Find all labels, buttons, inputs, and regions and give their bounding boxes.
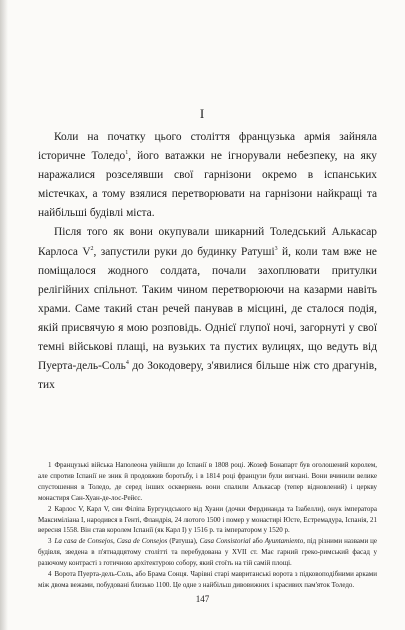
paragraph: Коли на початку цього століття французька армія зайняла історичне Толедо$^1$, його ватажки не ігнорували небезпеку, на яку наражалися розселявши свої гарнізони окремо в іспанських містечках, а тому взялися перетворювати на гарнізони найкращі та найбільші будівлі міста. [38,131,377,220]
footnote: 3 La casa de Consejos, Casa de Consejos (Ратуша), Casa Consistorial або Ayuntamiento, під різними назвами це будівля, зведена в п'ятнадцятому столітті та перебудована у XVII ст. Має гарний греко-римський фасад у разючому контрасті з готичною архітектурою собору, який стоїть на тій самій площі. [38,537,378,568]
italic-text: Ayuntamiento [264,537,304,546]
footnote-marker: 3 [274,245,278,252]
italic-text: Casa de Consejos [116,537,168,546]
footnote-marker: 1 [125,150,129,157]
page-number: 147 [195,594,210,604]
italic-text: La casa de Consejos [54,537,113,546]
page-gutter-shadow [0,0,8,630]
footnote-number: 4 [48,570,52,579]
footnotes [38,460,377,591]
footnote-number: 1 [48,461,52,469]
footnote: 2 Карлос V, Карл V, син Філіпа Бургундського від Хуани (дочки Фердинанда та Ізабелли), онук імператора Максиміліана I, народився в Генті, Фландрія, 24 лютого 1500 і помер у монастирі Юсте, Естремадура, Іспанія, 21 вересня 1558. Він став королем Іспанії (як Карл I) у 1516 р. та імператором у 1520 р. [38,504,377,535]
footnote-marker: 4 [125,360,129,367]
footnote-marker: 2 [90,245,94,252]
footnote: 4 Ворота Пуерта-дель-Соль, або Брама Сонця. Чарівні старі мавританські ворота з підковоподібними арками між двома вежами, побудовані близько 1100. Це одне з найбільш дивовижних і красивих пам'яток Толедо. [38,570,377,589]
footnote: 1 Французькі війська Наполеона увійшли до Іспанії в 1808 році. Жозеф Бонапарт був оголошений королем, але спротив Іспанії не зник й продовжив боротьбу, і в 1814 році французи були вигнані. Вони вчинили велике спустошення в Толедо, де серед інших осквернень вони спалили Алькасар (тепер відновлений) і церкву монастиря Сан-Хуан-де-лос-Рейєс. [38,461,377,502]
paragraph: Після того як вони окупували шикарний Толедський Алькасар Карлоса $V^2$, запустили руки до будинку Ратуші$^3$ й, коли там вже не поміщалося жодного солдата, почали захоплювати притулки релігійних спільнот. Таким чином перетворюючи на казарми навіть храми. Саме такий стан речей панував в місцині, де сталося подія, якій присвячую я мою розповідь. Однієї глупої ночі, загорнуті у свої темні військові плащі, на вузьких та пустих вулицях, що ведуть від Пуерта-дель-Соль$^4$ до Зокодоверу, з'явилися більше ніж сто драгунів, тих [38,226,377,392]
italic-text: Casa Consistorial [199,537,251,546]
main-text [38,128,377,395]
footnote-number: 2 [48,504,52,513]
chapter-heading: I [199,106,206,121]
footnote-number: 3 [48,537,52,546]
